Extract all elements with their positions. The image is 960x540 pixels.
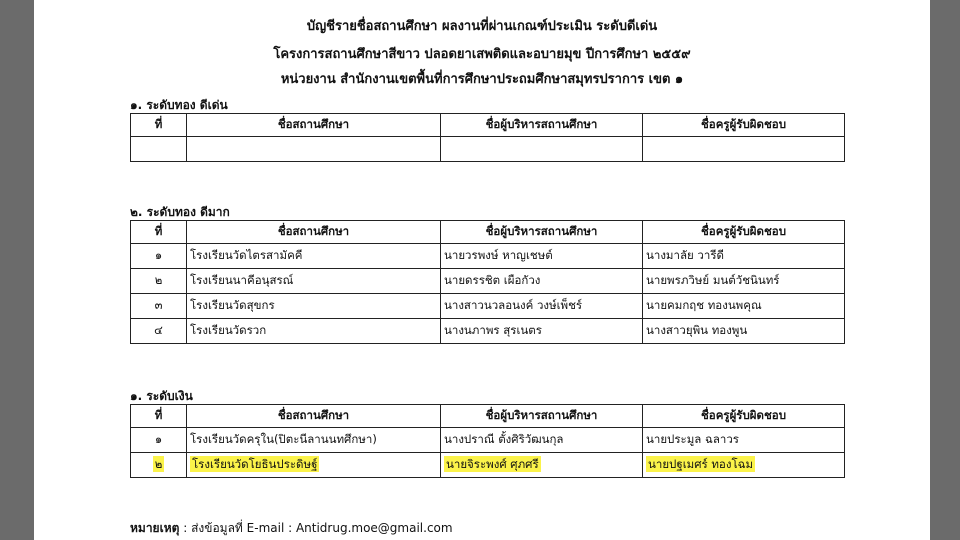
highlight-mark: ๒ xyxy=(154,457,163,471)
col-school-header: ชื่อสถานศึกษา xyxy=(187,221,441,244)
highlight-mark: นายจิระพงศ์ ศุภศรี xyxy=(446,457,539,471)
table-row-highlighted xyxy=(131,453,845,478)
col-teacher-header: ชื่อครูผู้รับผิดชอบ xyxy=(643,405,845,428)
table-row xyxy=(131,294,845,319)
cell-no: ๔ xyxy=(131,319,187,344)
table-row xyxy=(131,319,845,344)
cell-teacher: นางสาวยุพิน ทองพูน xyxy=(643,319,845,344)
cell-director xyxy=(441,453,643,478)
col-school-header: ชื่อสถานศึกษา xyxy=(187,114,441,137)
cell-no xyxy=(131,453,187,478)
table-row xyxy=(131,428,845,453)
cell-director xyxy=(441,137,643,162)
col-director-header: ชื่อผู้บริหารสถานศึกษา xyxy=(441,221,643,244)
col-teacher-header: ชื่อครูผู้รับผิดชอบ xyxy=(643,221,845,244)
col-teacher-header: ชื่อครูผู้รับผิดชอบ xyxy=(643,114,845,137)
cell-no: ๑ xyxy=(131,244,187,269)
table-gold-excellent xyxy=(130,113,845,162)
table-gold-very-good xyxy=(130,220,845,344)
cell-school: โรงเรียนวัดสุขกร xyxy=(187,294,441,319)
cell-school: โรงเรียนนาคีอนุสรณ์ xyxy=(187,269,441,294)
table-row xyxy=(131,137,845,162)
col-no-header: ที่ xyxy=(131,221,187,244)
cell-director: นางปราณี ตั้งศิริวัฒนกุล xyxy=(441,428,643,453)
cell-school: โรงเรียนวัดครุใน(ปิตะนีลานนทศึกษา) xyxy=(187,428,441,453)
section-label-silver: ๑. ระดับเงิน xyxy=(130,389,193,403)
table-row xyxy=(131,244,845,269)
footnote xyxy=(130,519,453,538)
cell-teacher xyxy=(643,453,845,478)
cell-teacher: นายคมกฤช ทองนพคุณ xyxy=(643,294,845,319)
cell-no: ๑ xyxy=(131,428,187,453)
table-header-row xyxy=(131,405,845,428)
title-line-1: บัญชีรายชื่อสถานศึกษา ผลงานที่ผ่านเกณฑ์ประเมิน ระดับดีเด่น xyxy=(306,19,658,34)
col-no-header: ที่ xyxy=(131,405,187,428)
cell-teacher: นายพรภวิษย์ มนต์วัชนินทร์ xyxy=(643,269,845,294)
col-director-header: ชื่อผู้บริหารสถานศึกษา xyxy=(441,405,643,428)
highlight-mark: โรงเรียนวัดโยธินประดิษฐ์ xyxy=(192,457,318,471)
section-label-gold-excellent: ๑. ระดับทอง ดีเด่น xyxy=(130,98,228,112)
cell-school xyxy=(187,453,441,478)
cell-teacher: นายประมูล ฉลาวร xyxy=(643,428,845,453)
cell-director: นายดรรชิต เผือกัวง xyxy=(441,269,643,294)
title-line-3: หน่วยงาน สำนักงานเขตพื้นที่การศึกษาประถมศึกษาสมุทรปราการ เขต ๑ xyxy=(280,72,684,87)
cell-director: นายวรพงษ์ หาญเชษต์ xyxy=(441,244,643,269)
col-school-header: ชื่อสถานศึกษา xyxy=(187,405,441,428)
footnote-label: หมายเหตุ xyxy=(130,521,180,535)
highlight-mark: นายปฐเมศร์ ทองโฉม xyxy=(648,457,754,471)
cell-director: นางสาวนวลอนงค์ วงษ์เพ็ชร์ xyxy=(441,294,643,319)
document-page xyxy=(34,0,930,540)
cell-school: โรงเรียนวัดไตรสามัคคี xyxy=(187,244,441,269)
section-label-gold-very-good: ๒. ระดับทอง ดีมาก xyxy=(130,205,230,219)
table-header-row xyxy=(131,221,845,244)
cell-no: ๒ xyxy=(131,269,187,294)
cell-school xyxy=(187,137,441,162)
cell-director: นางนภาพร สุรเนตร xyxy=(441,319,643,344)
title-line-2: โครงการสถานศึกษาสีขาว ปลอดยาเสพติดและอบายมุข ปีการศึกษา ๒๕๕๙ xyxy=(273,47,691,62)
cell-no xyxy=(131,137,187,162)
cell-teacher xyxy=(643,137,845,162)
cell-school: โรงเรียนวัดรวก xyxy=(187,319,441,344)
cell-no: ๓ xyxy=(131,294,187,319)
footnote-text: : ส่งข้อมูลที่ E-mail : Antidrug.moe@gmail.com xyxy=(179,521,453,535)
col-director-header: ชื่อผู้บริหารสถานศึกษา xyxy=(441,114,643,137)
cell-teacher: นางมาลัย วารีดี xyxy=(643,244,845,269)
table-silver xyxy=(130,404,845,478)
col-no-header: ที่ xyxy=(131,114,187,137)
table-row xyxy=(131,269,845,294)
table-header-row xyxy=(131,114,845,137)
